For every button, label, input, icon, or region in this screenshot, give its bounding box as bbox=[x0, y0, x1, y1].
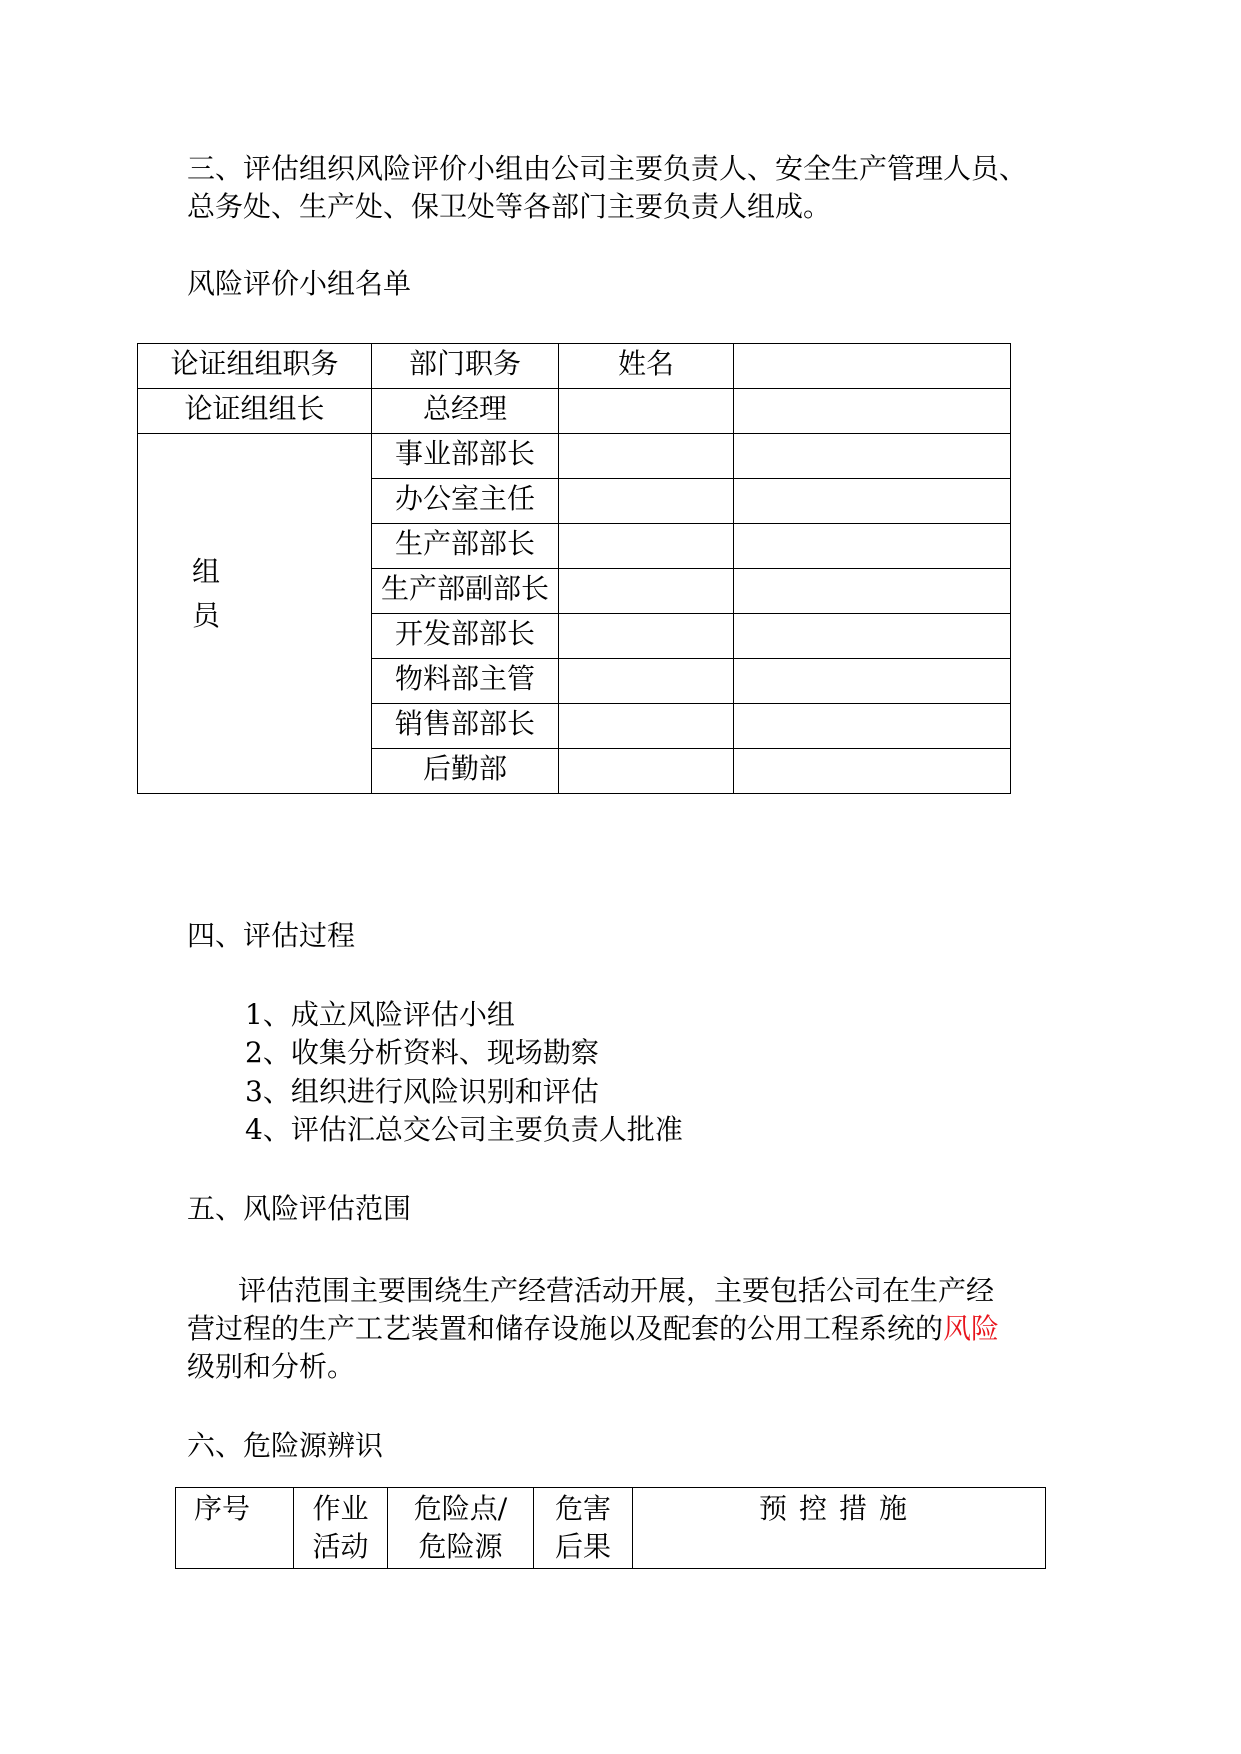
section5-paragraph-line2-text: 营过程的生产工艺装置和储存设施以及配套的公用工程系统的 bbox=[187, 1312, 944, 1345]
leader-name-cell bbox=[559, 389, 734, 434]
section5-title: 五、风险评估范围 bbox=[187, 1192, 412, 1225]
member-name-cell bbox=[559, 659, 734, 704]
header-dept: 部门职务 bbox=[372, 344, 559, 389]
header-measures: 预控措施 bbox=[633, 1488, 1046, 1569]
header-harm-line1: 危害 bbox=[554, 1492, 611, 1525]
header-hazard-line1: 危险点/ bbox=[413, 1492, 508, 1525]
member-blank-cell bbox=[734, 479, 1011, 524]
member-name-cell bbox=[559, 749, 734, 794]
member-dept: 生产部副部长 bbox=[372, 569, 559, 614]
section6-title: 六、危险源辨识 bbox=[187, 1429, 384, 1462]
leader-dept: 总经理 bbox=[372, 389, 559, 434]
member-blank-cell bbox=[734, 524, 1011, 569]
member-name-cell bbox=[559, 434, 734, 479]
header-hazard-line2: 危险源 bbox=[418, 1530, 503, 1563]
table-row bbox=[138, 389, 1011, 434]
member-dept: 办公室主任 bbox=[372, 479, 559, 524]
members-label-cell bbox=[138, 434, 372, 794]
section5-paragraph-line2 bbox=[187, 1310, 999, 1348]
header-activity bbox=[294, 1488, 388, 1569]
table-row bbox=[138, 434, 1011, 479]
team-list-title: 风险评价小组名单 bbox=[187, 267, 412, 300]
process-step-4: 4、评估汇总交公司主要负责人批准 bbox=[245, 1113, 683, 1146]
member-dept: 开发部部长 bbox=[372, 614, 559, 659]
table-row bbox=[176, 1488, 1046, 1569]
header-no: 序号 bbox=[176, 1488, 294, 1569]
member-blank-cell bbox=[734, 434, 1011, 479]
member-dept: 事业部部长 bbox=[372, 434, 559, 479]
team-table bbox=[137, 343, 1011, 794]
section3-paragraph-line1: 三、评估组织风险评价小组由公司主要负责人、安全生产管理人员、 bbox=[187, 152, 1028, 185]
member-dept: 生产部部长 bbox=[372, 524, 559, 569]
member-name-cell bbox=[559, 614, 734, 659]
member-blank-cell bbox=[734, 749, 1011, 794]
header-hazard-source bbox=[388, 1488, 534, 1569]
hazard-table bbox=[175, 1487, 1046, 1569]
member-dept: 销售部部长 bbox=[372, 704, 559, 749]
section4-title: 四、评估过程 bbox=[187, 919, 356, 952]
member-dept: 物料部主管 bbox=[372, 659, 559, 704]
member-blank-cell bbox=[734, 704, 1011, 749]
header-blank bbox=[734, 344, 1011, 389]
risk-highlight: 风险 bbox=[943, 1312, 1000, 1345]
table-row bbox=[138, 344, 1011, 389]
header-harm-line2: 后果 bbox=[554, 1530, 611, 1563]
section3-paragraph-line2: 总务处、生产处、保卫处等各部门主要负责人组成。 bbox=[187, 190, 832, 223]
member-dept: 后勤部 bbox=[372, 749, 559, 794]
process-step-1: 1、成立风险评估小组 bbox=[245, 998, 515, 1031]
process-step-3: 3、组织进行风险识别和评估 bbox=[245, 1075, 599, 1108]
header-activity-line1: 作业 bbox=[312, 1492, 369, 1525]
members-label-char2: 员 bbox=[192, 599, 221, 632]
member-name-cell bbox=[559, 704, 734, 749]
header-activity-line2: 活动 bbox=[312, 1530, 369, 1563]
member-name-cell bbox=[559, 479, 734, 524]
header-harm bbox=[534, 1488, 633, 1569]
member-name-cell bbox=[559, 524, 734, 569]
member-blank-cell bbox=[734, 614, 1011, 659]
member-blank-cell bbox=[734, 569, 1011, 614]
header-role: 论证组组职务 bbox=[138, 344, 372, 389]
process-step-2: 2、收集分析资料、现场勘察 bbox=[245, 1036, 599, 1069]
section5-paragraph-line1: 评估范围主要围绕生产经营活动开展，主要包括公司在生产经 bbox=[238, 1274, 995, 1307]
section5-paragraph-line3: 级别和分析。 bbox=[187, 1350, 356, 1383]
members-label-char1: 组 bbox=[192, 555, 221, 588]
leader-blank-cell bbox=[734, 389, 1011, 434]
member-blank-cell bbox=[734, 659, 1011, 704]
leader-role: 论证组组长 bbox=[138, 389, 372, 434]
member-name-cell bbox=[559, 569, 734, 614]
header-name: 姓名 bbox=[559, 344, 734, 389]
